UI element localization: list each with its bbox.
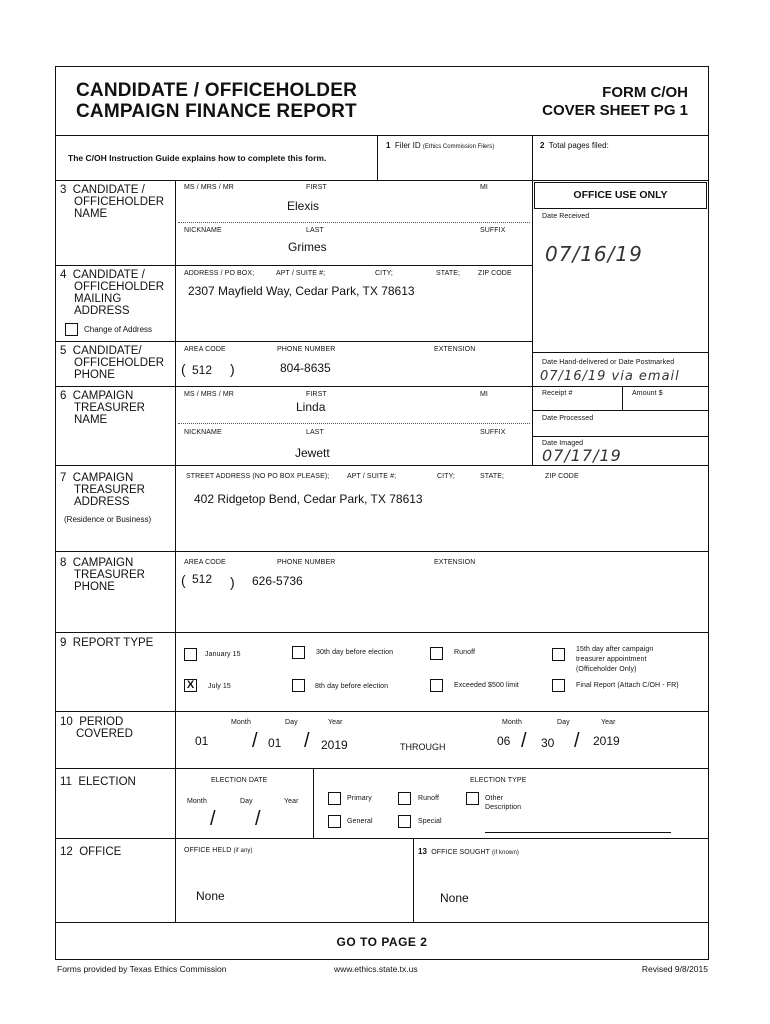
through-label: THROUGH <box>400 742 446 752</box>
section-3-line2: OFFICEHOLDER <box>74 196 165 208</box>
section-6-line2: TREASURER <box>74 402 145 414</box>
section-7-line3: ADDRESS <box>74 496 130 508</box>
15th-day-label-1: 15th day after campaign <box>576 646 654 653</box>
15th-day-label-2: treasurer appointment <box>576 656 647 663</box>
section-8-label <box>60 557 133 569</box>
area-code-paren-open: ( <box>181 572 186 588</box>
date-imaged-value: 07/17/19 <box>542 446 622 465</box>
election-month-label: Month <box>187 798 207 805</box>
instruction-text: The C/OH Instruction Guide explains how to complete this form. <box>68 153 327 163</box>
label-line: CANDIDATE / <box>72 269 145 281</box>
treasurer-first-name[interactable]: Linda <box>296 400 326 414</box>
address-label: ADDRESS / PO BOX; <box>184 270 255 277</box>
filer-id-label <box>386 141 494 150</box>
label-line: CAMPAIGN <box>72 472 134 484</box>
section-7-label <box>60 472 133 484</box>
divider <box>55 551 709 552</box>
receipt-label: Receipt # <box>542 390 573 397</box>
date-slash: / <box>304 730 310 752</box>
divider <box>532 135 533 180</box>
dotted-divider <box>178 423 530 424</box>
date-slash: / <box>255 808 261 830</box>
treasurer-apt-label: APT / SUITE #; <box>347 473 397 480</box>
ms-mrs-mr-label: MS / MRS / MR <box>184 184 234 191</box>
last-name-label: LAST <box>306 227 324 234</box>
section-number: 7 <box>60 472 67 484</box>
section-3-line3: NAME <box>74 208 108 220</box>
election-year-label: Year <box>284 798 299 805</box>
nickname-label: NICKNAME <box>184 227 222 234</box>
label-line: PERIOD <box>79 716 124 728</box>
label-line: CANDIDATE / <box>72 184 145 196</box>
section-5-label <box>60 345 142 357</box>
treasurer-suffix-label: SUFFIX <box>480 429 506 436</box>
july-15-checkbox[interactable]: X <box>184 679 197 692</box>
office-sought-value[interactable]: None <box>440 891 469 905</box>
suffix-label: SUFFIX <box>480 227 506 234</box>
header-divider <box>55 135 709 136</box>
date-slash: / <box>521 730 527 752</box>
exceeded-limit-label: Exceeded $500 limit <box>454 682 519 689</box>
divider <box>55 632 709 633</box>
to-day-label: Day <box>557 719 570 726</box>
date-processed-label: Date Processed <box>542 415 594 422</box>
exceeded-limit-checkbox[interactable] <box>430 679 443 692</box>
city-label: CITY; <box>375 270 393 277</box>
divider <box>55 838 709 839</box>
change-of-address-label: Change of Address <box>84 325 153 334</box>
period-from-year[interactable]: 2019 <box>321 738 348 752</box>
office-held-label <box>184 847 253 854</box>
form-title-line1: CANDIDATE / OFFICEHOLDER <box>76 80 357 101</box>
8th-day-checkbox[interactable] <box>292 679 305 692</box>
candidate-first-name[interactable]: Elexis <box>287 199 320 213</box>
treasurer-city-label: CITY; <box>437 473 455 480</box>
section-number: 9 <box>60 637 67 649</box>
divider <box>377 135 378 180</box>
office-held-sub: (if any) <box>233 848 253 854</box>
other-checkbox[interactable] <box>466 792 479 805</box>
office-held-value[interactable]: None <box>196 889 225 903</box>
filer-id-number: 1 <box>386 141 391 150</box>
office-held-text: OFFICE HELD <box>184 847 232 854</box>
other-label: Other <box>485 795 504 802</box>
footer-provided-by: Forms provided by Texas Ethics Commission <box>57 964 227 974</box>
label-line: CAMPAIGN <box>72 390 134 402</box>
divider <box>55 386 532 387</box>
divider <box>532 352 709 353</box>
section-4-label <box>60 269 145 281</box>
date-hand-delivered-value: 07/16/19 via email <box>540 369 680 384</box>
from-day-label: Day <box>285 719 298 726</box>
date-slash: / <box>252 730 258 752</box>
section-number: 5 <box>60 345 67 357</box>
section-number: 3 <box>60 184 67 196</box>
section-10-label <box>60 716 123 728</box>
cover-sheet-label: COVER SHEET PG 1 <box>542 102 688 119</box>
treasurer-phone-number[interactable]: 626-5736 <box>252 574 303 588</box>
treasurer-extension-label: EXTENSION <box>434 559 476 566</box>
section-number: 11 <box>60 776 72 788</box>
label-line: ELECTION <box>78 776 136 788</box>
treasurer-zip-label: ZIP CODE <box>545 473 579 480</box>
candidate-mailing-address[interactable]: 2307 Mayfield Way, Cedar Park, TX 78613 <box>188 284 415 298</box>
footer-revised: Revised 9/8/2015 <box>641 964 708 974</box>
change-of-address-checkbox[interactable] <box>65 323 78 336</box>
general-checkbox[interactable] <box>328 815 341 828</box>
office-use-title: OFFICE USE ONLY <box>534 182 707 209</box>
election-date-label: ELECTION DATE <box>211 777 268 784</box>
election-runoff-checkbox[interactable] <box>398 792 411 805</box>
section-12-label <box>60 846 121 858</box>
filer-id-text: Filer ID <box>394 141 421 150</box>
section-5-line2: OFFICEHOLDER <box>74 357 165 369</box>
date-hand-delivered-label: Date Hand-delivered or Date Postmarked <box>542 359 675 366</box>
section-number: 6 <box>60 390 67 402</box>
election-type-label: ELECTION TYPE <box>470 777 527 784</box>
treasurer-area-code[interactable]: 512 <box>192 572 213 586</box>
candidate-last-name[interactable]: Grimes <box>288 240 327 254</box>
form-title-line2: CAMPAIGN FINANCE REPORT <box>76 101 357 122</box>
area-code-label: AREA CODE <box>184 346 226 353</box>
divider <box>532 410 709 411</box>
office-sought-text: OFFICE SOUGHT <box>431 849 490 856</box>
office-sought-label <box>418 847 519 856</box>
divider <box>55 922 709 923</box>
divider <box>55 341 532 342</box>
period-from-day[interactable]: 01 <box>268 736 282 750</box>
divider <box>313 768 314 838</box>
section-number: 8 <box>60 557 67 569</box>
treasurer-nickname-label: NICKNAME <box>184 429 222 436</box>
divider <box>532 386 709 387</box>
mi-label: MI <box>480 184 488 191</box>
treasurer-mi-label: MI <box>480 391 488 398</box>
section-8-line2: TREASURER <box>74 569 145 581</box>
section-4-line3: MAILING <box>74 293 122 305</box>
section-8-line3: PHONE <box>74 581 115 593</box>
section-9-label <box>60 637 153 649</box>
period-to-day[interactable]: 30 <box>541 736 555 750</box>
treasurer-phone-label: PHONE NUMBER <box>277 559 336 566</box>
office-sought-sub: (if known) <box>491 850 519 856</box>
divider <box>622 386 623 410</box>
section-7-line2: TREASURER <box>74 484 145 496</box>
15th-day-label-3: (Officeholder Only) <box>576 666 637 673</box>
form-id: FORM C/OH <box>602 84 688 101</box>
final-report-checkbox[interactable] <box>552 679 565 692</box>
footer-website[interactable]: www.ethics.state.tx.us <box>334 964 418 974</box>
area-code-paren-open: ( <box>181 361 186 377</box>
period-to-year[interactable]: 2019 <box>593 734 620 748</box>
january-15-label: January 15 <box>205 651 241 658</box>
section-number: 4 <box>60 269 67 281</box>
election-runoff-label: Runoff <box>418 795 440 802</box>
period-to-month[interactable]: 06 <box>497 734 511 748</box>
date-slash: / <box>210 808 216 830</box>
date-slash: / <box>574 730 580 752</box>
first-name-label: FIRST <box>306 184 327 191</box>
divider <box>413 838 414 922</box>
total-pages-label <box>540 141 609 150</box>
filer-id-sub: (Ethics Commission Filers) <box>422 144 495 150</box>
section-3-label <box>60 184 145 196</box>
state-label: STATE; <box>436 270 461 277</box>
label-line: CAMPAIGN <box>72 557 134 569</box>
candidate-area-code[interactable]: 512 <box>192 363 213 377</box>
extension-label: EXTENSION <box>434 346 476 353</box>
date-imaged-label: Date Imaged <box>542 440 584 447</box>
treasurer-address[interactable]: 402 Ridgetop Bend, Cedar Park, TX 78613 <box>194 492 423 506</box>
total-pages-number: 2 <box>540 141 545 150</box>
treasurer-area-code-label: AREA CODE <box>184 559 226 566</box>
section-4-line4: ADDRESS <box>74 305 130 317</box>
label-line: OFFICE <box>79 846 122 858</box>
description-label: Description <box>485 804 522 811</box>
section-10-line2: COVERED <box>76 728 133 740</box>
15th-day-checkbox[interactable] <box>552 648 565 661</box>
street-address-label: STREET ADDRESS (NO PO BOX PLEASE); <box>186 473 330 480</box>
phone-number-label: PHONE NUMBER <box>277 346 336 353</box>
section-5-line3: PHONE <box>74 369 115 381</box>
apt-suite-label: APT / SUITE #; <box>276 270 326 277</box>
section-6-label <box>60 390 133 402</box>
label-line: CANDIDATE/ <box>72 345 142 357</box>
candidate-phone-number[interactable]: 804-8635 <box>280 361 331 375</box>
section-11-label <box>60 776 136 788</box>
primary-checkbox[interactable] <box>328 792 341 805</box>
divider <box>55 711 709 712</box>
special-label: Special <box>418 818 442 825</box>
go-to-page-2: GO TO PAGE 2 <box>336 935 428 949</box>
divider <box>55 465 709 466</box>
from-month-label: Month <box>231 719 251 726</box>
section-number: 13 <box>418 847 428 856</box>
30th-day-checkbox[interactable] <box>292 646 305 659</box>
description-underline <box>485 832 671 833</box>
8th-day-label: 8th day before election <box>315 683 389 690</box>
zip-label: ZIP CODE <box>478 270 512 277</box>
runoff-report-checkbox[interactable] <box>430 647 443 660</box>
january-15-checkbox[interactable] <box>184 648 197 661</box>
treasurer-last-label: LAST <box>306 429 324 436</box>
amount-label: Amount $ <box>632 390 663 397</box>
divider <box>55 768 709 769</box>
treasurer-state-label: STATE; <box>480 473 505 480</box>
special-checkbox[interactable] <box>398 815 411 828</box>
treasurer-first-label: FIRST <box>306 391 327 398</box>
general-label: General <box>347 818 373 825</box>
treasurer-ms-label: MS / MRS / MR <box>184 391 234 398</box>
section-number: 12 <box>60 846 73 858</box>
30th-day-label: 30th day before election <box>316 649 394 656</box>
date-received-value: 07/16/19 <box>545 242 643 266</box>
section-4-line2: OFFICEHOLDER <box>74 281 165 293</box>
runoff-report-label: Runoff <box>454 649 476 656</box>
dotted-divider <box>178 222 530 223</box>
total-pages-text: Total pages filed: <box>548 141 609 150</box>
section-7-note: (Residence or Business) <box>64 515 152 524</box>
divider <box>55 265 532 266</box>
area-code-paren-close: ) <box>230 574 235 590</box>
office-use-box <box>532 180 709 465</box>
to-year-label: Year <box>601 719 616 726</box>
section-number: 10 <box>60 716 73 728</box>
treasurer-last-name[interactable]: Jewett <box>295 446 330 460</box>
area-code-paren-close: ) <box>230 361 235 377</box>
final-report-label: Final Report (Attach C/OH - FR) <box>576 682 679 689</box>
primary-label: Primary <box>347 795 372 802</box>
to-month-label: Month <box>502 719 522 726</box>
date-received-label: Date Received <box>542 213 590 220</box>
period-from-month[interactable]: 01 <box>195 734 209 748</box>
july-15-label: July 15 <box>208 683 231 690</box>
divider <box>532 436 709 437</box>
election-day-label: Day <box>240 798 253 805</box>
label-line: REPORT TYPE <box>72 637 154 649</box>
from-year-label: Year <box>328 719 343 726</box>
section-6-line3: NAME <box>74 414 108 426</box>
